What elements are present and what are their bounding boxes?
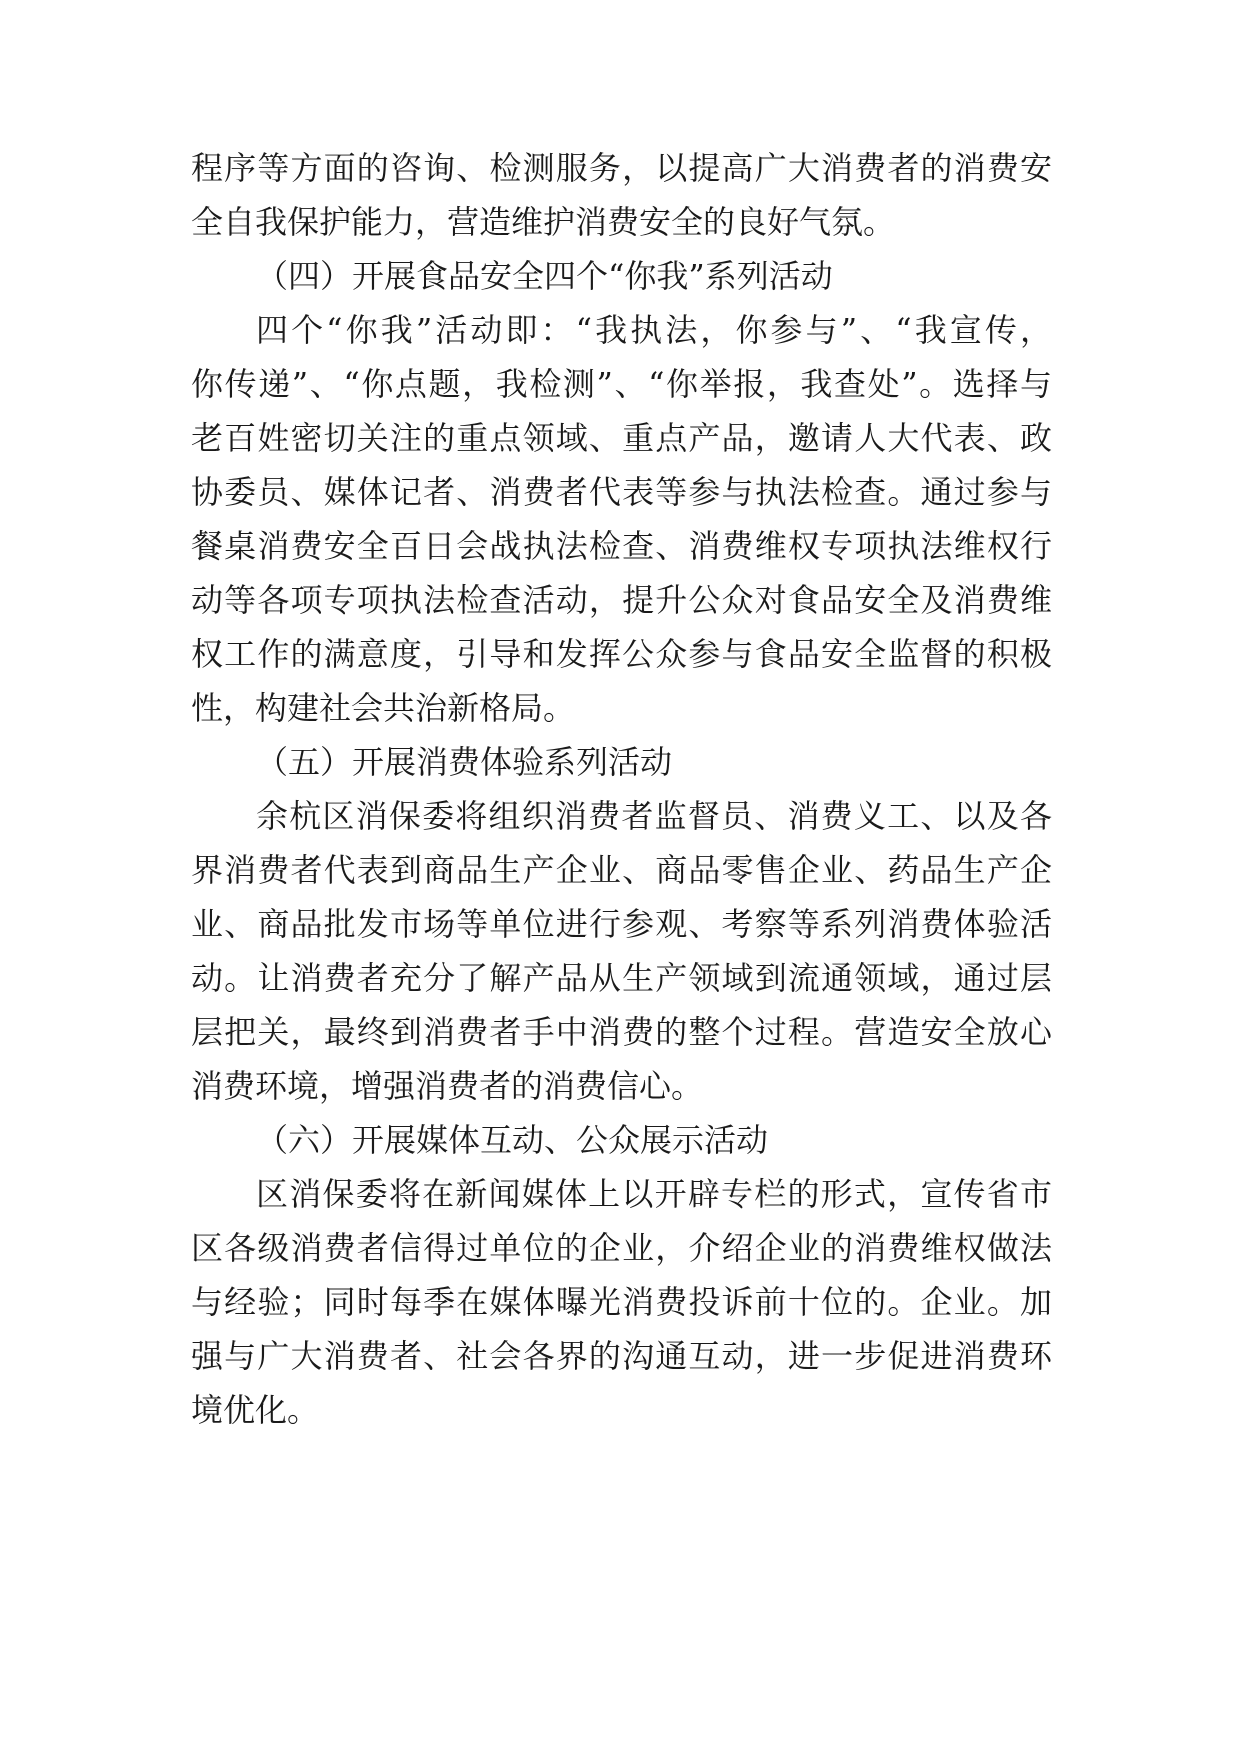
paragraph-line: 界消费者代表到商品生产企业、商品零售企业、药品生产企 xyxy=(191,851,1052,889)
paragraph-line: 消费环境，增强消费者的消费信心。 xyxy=(191,1067,704,1105)
paragraph-line: 与经验；同时每季在媒体曝光消费投诉前十位的。企业。加 xyxy=(191,1283,1052,1321)
paragraph-line: 境优化。 xyxy=(191,1391,320,1429)
paragraph-line: 权工作的满意度，引导和发挥公众参与食品安全监督的积极 xyxy=(191,635,1052,673)
paragraph-line: 你传递”、“你点题，我检测”、“你举报，我查处”。选择与 xyxy=(191,365,1052,403)
paragraph-line: 区各级消费者信得过单位的企业，介绍企业的消费维权做法 xyxy=(191,1229,1052,1267)
paragraph-line: 余杭区消保委将组织消费者监督员、消费义工、以及各 xyxy=(256,797,1052,835)
paragraph-line: 动。让消费者充分了解产品从生产领域到流通领域，通过层 xyxy=(191,959,1052,997)
paragraph-line: 强与广大消费者、社会各界的沟通互动，进一步促进消费环 xyxy=(191,1337,1052,1375)
paragraph-line: 老百姓密切关注的重点领域、重点产品，邀请人大代表、政 xyxy=(191,419,1052,457)
paragraph-line: 区消保委将在新闻媒体上以开辟专栏的形式，宣传省市 xyxy=(256,1175,1052,1213)
paragraph-line: 全自我保护能力，营造维护消费安全的良好气氛。 xyxy=(191,203,896,241)
section-heading-4: （四）开展食品安全四个“你我”系列活动 xyxy=(256,257,833,295)
paragraph-line: 性，构建社会共治新格局。 xyxy=(191,689,576,727)
paragraph-line: 业、商品批发市场等单位进行参观、考察等系列消费体验活 xyxy=(191,905,1052,943)
paragraph-line: 协委员、媒体记者、消费者代表等参与执法检查。通过参与 xyxy=(191,473,1052,511)
paragraph-line: 程序等方面的咨询、检测服务，以提高广大消费者的消费安 xyxy=(191,149,1052,187)
section-heading-5: （五）开展消费体验系列活动 xyxy=(256,743,673,781)
paragraph-line: 动等各项专项执法检查活动，提升公众对食品安全及消费维 xyxy=(191,581,1052,619)
paragraph-line: 层把关，最终到消费者手中消费的整个过程。营造安全放心 xyxy=(191,1013,1052,1051)
section-heading-6: （六）开展媒体互动、公众展示活动 xyxy=(256,1121,769,1159)
paragraph-line: 四个“你我”活动即：“我执法，你参与”、“我宣传， xyxy=(256,311,1052,349)
paragraph-line: 餐桌消费安全百日会战执法检查、消费维权专项执法维权行 xyxy=(191,527,1052,565)
